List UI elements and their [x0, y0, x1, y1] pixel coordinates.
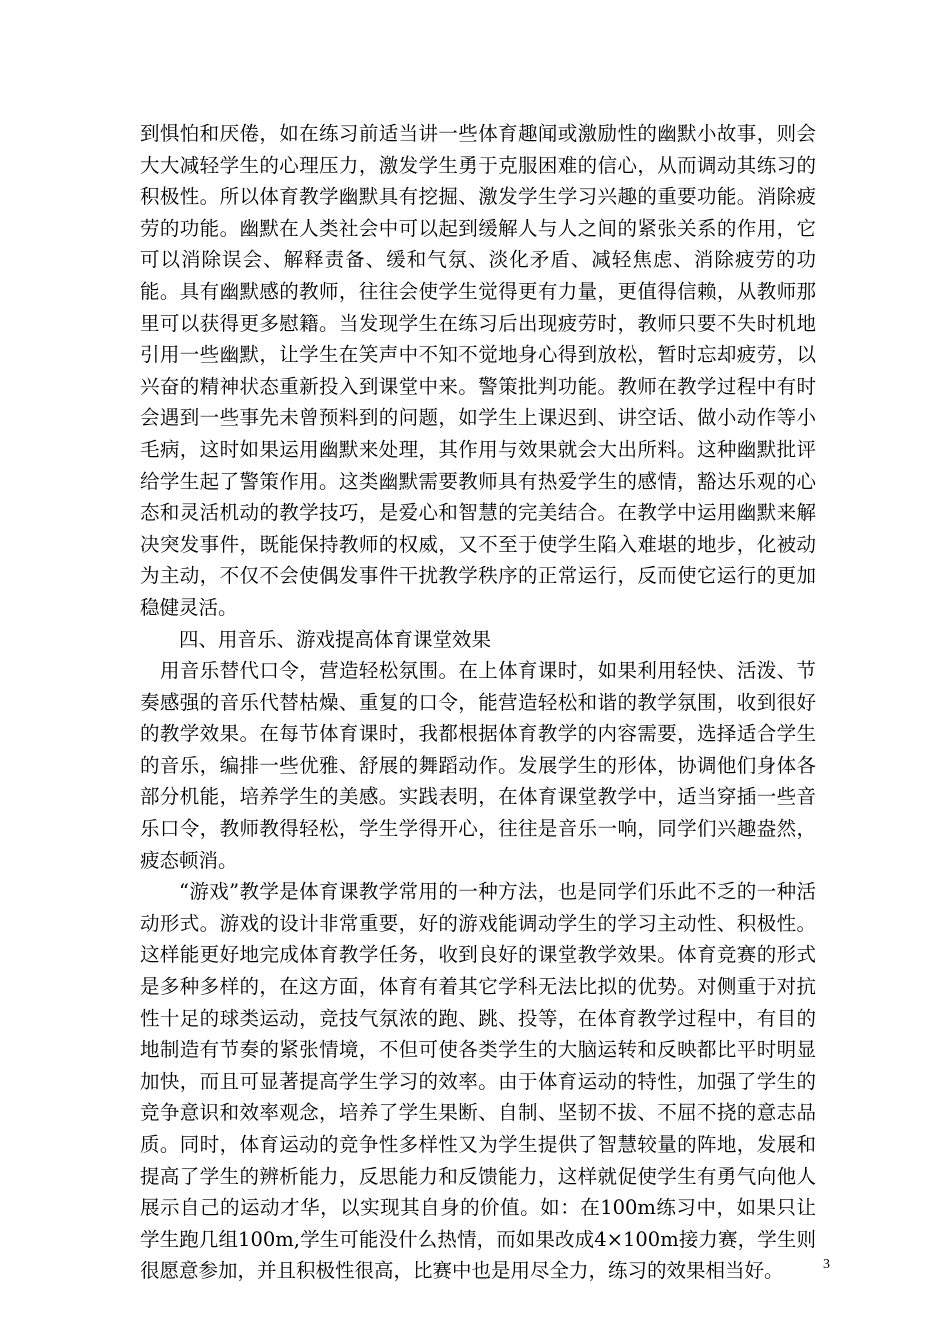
paragraph-humor-functions: 到惧怕和厌倦，如在练习前适当讲一些体育趣闻或激励性的幽默小故事，则会大大减轻学生的心理压力，激发学生勇于克服困难的信心，从而调动其练习的积极性。所以体育教学幽默具有挖掘、激发学生学习兴趣的重要功能。消除疲劳的功能。幽默在人类社会中可以起到缓解人与人之间的紧张关系的作用，它可以消除误会、解释责备、缓和气氛、淡化矛盾、减轻焦虑、消除疲劳的功能。具有幽默感的教师，往往会使学生觉得更有力量，更值得信赖，从教师那里可以获得更多慰籍。当发现学生在练习后出现疲劳时，教师只要不失时机地引用一些幽默，让学生在笑声中不知不觉地身心得到放松，暂时忘却疲劳，以兴奋的精神状态重新投入到课堂中来。警策批判功能。教师在教学过程中有时会遇到一些事先未曾预料到的问题，如学生上课迟到、讲空话、做小动作等小毛病，这时如果运用幽默来处理，其作用与效果就会大出所料。这种幽默批评给学生起了警策作用。这类幽默需要教师具有热爱学生的感情，豁达乐观的心态和灵活机动的教学技巧，是爱心和智慧的完美结合。在教学中运用幽默来解决突发事件，既能保持教师的权威，又不至于使学生陷入难堪的地步，化被动为主动，不仅不会使偶发事件干扰教学秩序的正常运行，反而使它运行的更加稳健灵活。: [140, 122, 816, 619]
page-number: 3: [823, 1257, 830, 1272]
paragraph-games: “游戏”教学是体育课教学常用的一种方法，也是同学们乐此不乏的一种活动形式。游戏的设计非常重要，好的游戏能调动学生的学习主动性、积极性。这样能更好地完成体育教学任务，收到良好的课堂教学效果。体育竞赛的形式是多种多样的，在这方面，体育有着其它学科无法比拟的优势。对侧重于对抗性十足的球类运动，竞技气氛浓的跑、跳、投等，在体育教学过程中，有目的地制造有节奏的紧张情境，不但可使各类学生的大脑运转和反映都比平时明显加快，而且可显著提高学生学习的效率。由于体育运动的特性，加强了学生的竞争意识和效率观念，培养了学生果断、自制、坚韧不拔、不屈不挠的意志品质。同时，体育运动的竞争性多样性又为学生提供了智慧较量的阵地，发展和提高了学生的辨析能力，反思能力和反馈能力，这样就促使学生有勇气向他人展示自己的运动才华，以实现其自身的价值。如：在100m练习中，如果只让学生跑几组100m,学生可能没什么热情，而如果改成4×100m接力赛，学生则很愿意参加，并且积极性很高，比赛中也是用尽全力，练习的效果相当好。: [140, 880, 816, 1283]
paragraph-music: 用音乐替代口令，营造轻松氛围。在上体育课时，如果利用轻快、活泼、节奏感强的音乐代替枯燥、重复的口令，能营造轻松和谐的教学氛围，收到很好的教学效果。在每节体育课时，我都根据体育教学的内容需要，选择适合学生的音乐，编排一些优雅、舒展的舞蹈动作。发展学生的形体，协调他们身体各部分机能，培养学生的美感。实践表明，在体育课堂教学中，适当穿插一些音乐口令，教师教得轻松，学生学得开心，往往是音乐一响，同学们兴趣盎然，疲态顿消。: [140, 659, 816, 872]
document-body: [140, 118, 816, 1287]
section-heading-music-games: 四、用音乐、游戏提高体育课堂效果: [179, 627, 492, 651]
